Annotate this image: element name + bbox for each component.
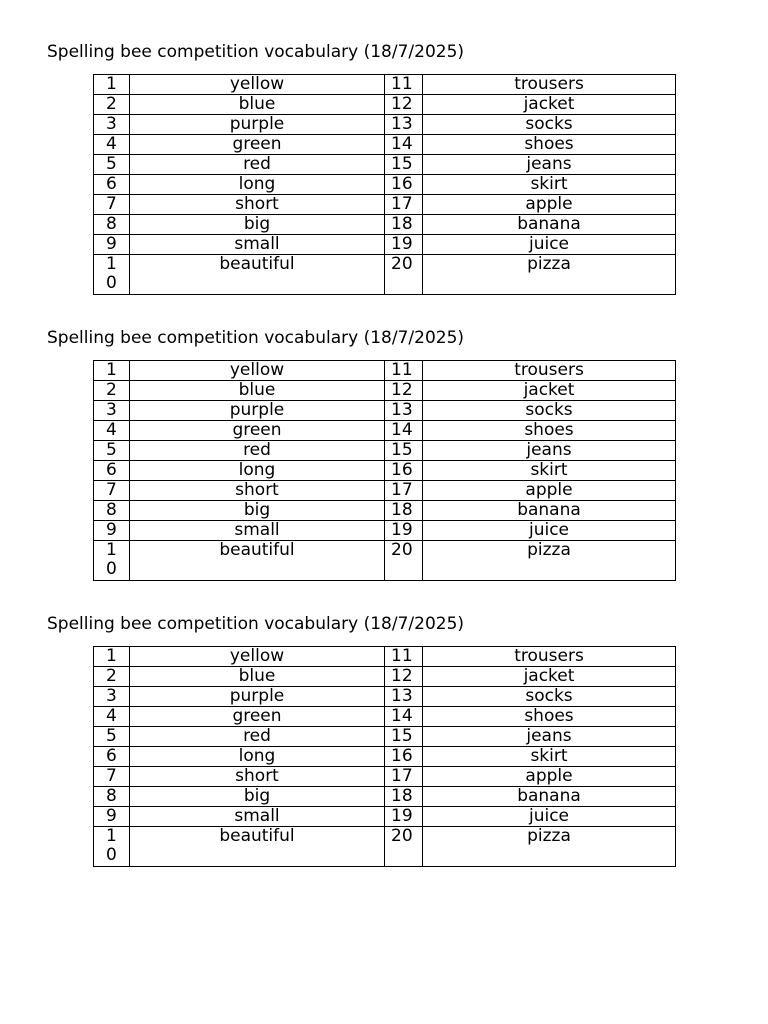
word-number: 19 <box>385 521 423 541</box>
vocabulary-word: yellow <box>130 647 385 667</box>
vocabulary-word: green <box>130 421 385 441</box>
word-number-text: 9 <box>106 234 117 254</box>
word-number: 15 <box>385 155 423 175</box>
word-number-text: 6 <box>106 174 117 194</box>
vocabulary-table <box>93 360 676 581</box>
table-row <box>94 441 676 461</box>
vocabulary-word: jeans <box>423 155 676 175</box>
vocabulary-word: skirt <box>423 747 676 767</box>
vocabulary-word: jacket <box>423 95 676 115</box>
word-number-text: 9 <box>106 806 117 826</box>
table-row <box>94 827 676 867</box>
word-number-text: 9 <box>106 520 117 540</box>
word-number <box>94 647 130 667</box>
table-row <box>94 727 676 747</box>
word-number: 11 <box>385 75 423 95</box>
vocabulary-word: purple <box>130 115 385 135</box>
word-number <box>94 215 130 235</box>
word-number: 15 <box>385 727 423 747</box>
vocabulary-word: small <box>130 807 385 827</box>
section-title: Spelling bee competition vocabulary (18/7/2025) <box>47 614 465 634</box>
vocabulary-word: long <box>130 747 385 767</box>
word-number <box>94 235 130 255</box>
word-number-text: 6 <box>106 746 117 766</box>
table-row <box>94 707 676 727</box>
vocabulary-word: pizza <box>423 541 676 581</box>
vocabulary-word: purple <box>130 401 385 421</box>
table-row <box>94 687 676 707</box>
vocabulary-word: yellow <box>130 361 385 381</box>
word-number: 12 <box>385 667 423 687</box>
vocabulary-word: blue <box>130 95 385 115</box>
table-row <box>94 747 676 767</box>
word-number <box>94 747 130 767</box>
vocabulary-word: red <box>130 727 385 747</box>
word-number-text: 8 <box>106 214 117 234</box>
vocabulary-word: beautiful <box>130 255 385 295</box>
word-number: 13 <box>385 687 423 707</box>
vocabulary-word: socks <box>423 687 676 707</box>
word-number-text: 10 <box>106 540 117 579</box>
vocabulary-word: apple <box>423 481 676 501</box>
vocabulary-word: jacket <box>423 667 676 687</box>
table-row <box>94 807 676 827</box>
word-number <box>94 727 130 747</box>
vocabulary-word: blue <box>130 667 385 687</box>
word-number <box>94 421 130 441</box>
vocabulary-word: yellow <box>130 75 385 95</box>
section-title: Spelling bee competition vocabulary (18/7/2025) <box>47 42 465 62</box>
table-row <box>94 461 676 481</box>
word-number-text: 1 <box>106 646 117 666</box>
table-row <box>94 215 676 235</box>
vocabulary-word: juice <box>423 235 676 255</box>
word-number: 17 <box>385 195 423 215</box>
word-number <box>94 481 130 501</box>
table-row <box>94 421 676 441</box>
table-row <box>94 541 676 581</box>
table-row <box>94 75 676 95</box>
vocabulary-word: apple <box>423 767 676 787</box>
word-number-text: 2 <box>106 94 117 114</box>
table-row <box>94 787 676 807</box>
word-number-text: 4 <box>106 706 117 726</box>
table-row <box>94 135 676 155</box>
vocabulary-word: jacket <box>423 381 676 401</box>
vocabulary-word: jeans <box>423 727 676 747</box>
vocabulary-word: red <box>130 155 385 175</box>
word-number-text: 7 <box>106 766 117 786</box>
word-number <box>94 827 130 867</box>
word-number <box>94 195 130 215</box>
word-number-text: 1 <box>106 360 117 380</box>
word-number-text: 5 <box>106 440 117 460</box>
word-number: 14 <box>385 421 423 441</box>
word-number: 18 <box>385 501 423 521</box>
vocabulary-word: jeans <box>423 441 676 461</box>
vocabulary-word: long <box>130 461 385 481</box>
word-number <box>94 155 130 175</box>
vocabulary-word: pizza <box>423 827 676 867</box>
word-number-text: 4 <box>106 420 117 440</box>
vocabulary-word: big <box>130 215 385 235</box>
word-number-text: 2 <box>106 380 117 400</box>
word-number: 11 <box>385 647 423 667</box>
vocabulary-word: short <box>130 767 385 787</box>
vocabulary-word: blue <box>130 381 385 401</box>
word-number <box>94 461 130 481</box>
word-number-text: 10 <box>106 254 117 293</box>
table-row <box>94 361 676 381</box>
word-number: 18 <box>385 787 423 807</box>
word-number-text: 10 <box>106 826 117 865</box>
word-number <box>94 767 130 787</box>
vocabulary-word: red <box>130 441 385 461</box>
table-row <box>94 235 676 255</box>
word-number <box>94 381 130 401</box>
vocabulary-word: socks <box>423 115 676 135</box>
word-number-text: 5 <box>106 726 117 746</box>
table-row <box>94 95 676 115</box>
word-number: 16 <box>385 175 423 195</box>
word-number <box>94 95 130 115</box>
table-row <box>94 155 676 175</box>
vocabulary-word: banana <box>423 501 676 521</box>
word-number: 16 <box>385 747 423 767</box>
table-row <box>94 481 676 501</box>
vocabulary-table <box>93 74 676 295</box>
vocabulary-word: trousers <box>423 75 676 95</box>
word-number: 13 <box>385 115 423 135</box>
word-number-text: 3 <box>106 400 117 420</box>
word-number: 18 <box>385 215 423 235</box>
table-row <box>94 501 676 521</box>
vocabulary-word: banana <box>423 787 676 807</box>
vocabulary-word: short <box>130 195 385 215</box>
vocabulary-word: small <box>130 521 385 541</box>
vocabulary-word: purple <box>130 687 385 707</box>
word-number: 17 <box>385 767 423 787</box>
word-number: 19 <box>385 807 423 827</box>
word-number: 13 <box>385 401 423 421</box>
word-number <box>94 75 130 95</box>
word-number <box>94 521 130 541</box>
word-number-text: 7 <box>106 194 117 214</box>
vocabulary-word: trousers <box>423 361 676 381</box>
word-number <box>94 361 130 381</box>
word-number-text: 8 <box>106 500 117 520</box>
table-row <box>94 255 676 295</box>
word-number: 16 <box>385 461 423 481</box>
word-number-text: 5 <box>106 154 117 174</box>
table-row <box>94 667 676 687</box>
table-row <box>94 175 676 195</box>
vocabulary-word: pizza <box>423 255 676 295</box>
word-number <box>94 807 130 827</box>
word-number: 12 <box>385 381 423 401</box>
word-number-text: 3 <box>106 114 117 134</box>
table-row <box>94 521 676 541</box>
vocabulary-word: trousers <box>423 647 676 667</box>
vocabulary-word: shoes <box>423 707 676 727</box>
vocabulary-word: beautiful <box>130 827 385 867</box>
word-number: 11 <box>385 361 423 381</box>
word-number: 19 <box>385 235 423 255</box>
word-number-text: 1 <box>106 74 117 94</box>
vocabulary-word: socks <box>423 401 676 421</box>
word-number-text: 8 <box>106 786 117 806</box>
vocabulary-word: juice <box>423 521 676 541</box>
word-number: 20 <box>385 255 423 295</box>
vocabulary-word: skirt <box>423 175 676 195</box>
vocabulary-word: small <box>130 235 385 255</box>
word-number <box>94 441 130 461</box>
word-number <box>94 175 130 195</box>
word-number <box>94 115 130 135</box>
word-number-text: 6 <box>106 460 117 480</box>
vocabulary-word: short <box>130 481 385 501</box>
word-number-text: 7 <box>106 480 117 500</box>
vocabulary-word: green <box>130 135 385 155</box>
table-row <box>94 767 676 787</box>
section-title: Spelling bee competition vocabulary (18/7/2025) <box>47 328 465 348</box>
word-number <box>94 501 130 521</box>
word-number-text: 4 <box>106 134 117 154</box>
vocabulary-word: shoes <box>423 421 676 441</box>
vocabulary-word: big <box>130 501 385 521</box>
word-number: 15 <box>385 441 423 461</box>
word-number-text: 3 <box>106 686 117 706</box>
vocabulary-table <box>93 646 676 867</box>
word-number: 20 <box>385 541 423 581</box>
table-row <box>94 381 676 401</box>
word-number <box>94 255 130 295</box>
table-row <box>94 401 676 421</box>
vocabulary-word: shoes <box>423 135 676 155</box>
table-row <box>94 195 676 215</box>
word-number: 20 <box>385 827 423 867</box>
word-number: 14 <box>385 707 423 727</box>
vocabulary-word: skirt <box>423 461 676 481</box>
vocabulary-word: apple <box>423 195 676 215</box>
vocabulary-word: long <box>130 175 385 195</box>
word-number <box>94 401 130 421</box>
word-number <box>94 667 130 687</box>
vocabulary-word: banana <box>423 215 676 235</box>
vocabulary-word: beautiful <box>130 541 385 581</box>
vocabulary-word: big <box>130 787 385 807</box>
vocabulary-word: green <box>130 707 385 727</box>
table-row <box>94 115 676 135</box>
word-number <box>94 687 130 707</box>
word-number <box>94 135 130 155</box>
word-number <box>94 707 130 727</box>
word-number: 12 <box>385 95 423 115</box>
word-number-text: 2 <box>106 666 117 686</box>
table-row <box>94 647 676 667</box>
word-number: 17 <box>385 481 423 501</box>
word-number: 14 <box>385 135 423 155</box>
word-number <box>94 787 130 807</box>
word-number <box>94 541 130 581</box>
vocabulary-word: juice <box>423 807 676 827</box>
